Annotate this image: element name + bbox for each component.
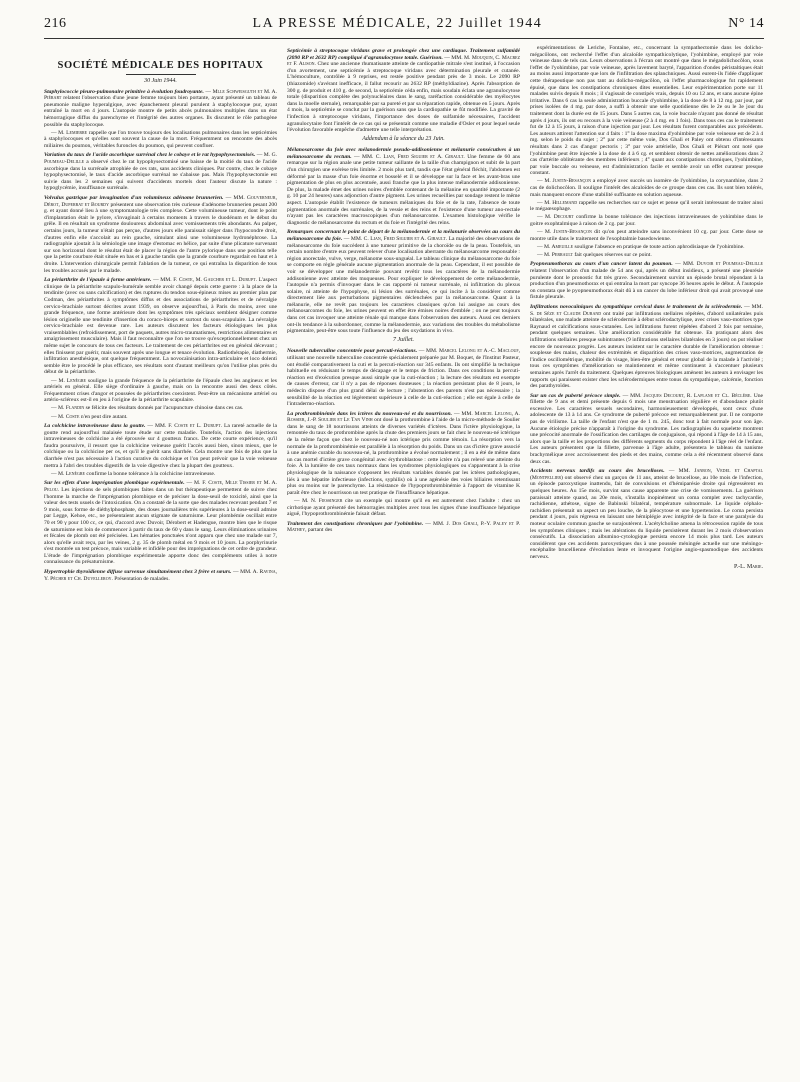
abstract-authors: — MM. M. Mouquin, C. Macrez et F. Alison.	[287, 54, 520, 68]
abstract-title: Sur un cas de puberté précoce simple.	[530, 392, 621, 399]
abstract-authors: — M. Decourt	[537, 214, 574, 221]
abstract-paragraph	[530, 304, 763, 390]
abstract-body: relatent l'observation d'un malade de 54 ans qui, après un début insidieux, a présenté une pleurésie purulente dont le pronostic fut très grave. Secondairement survint un épisode brutal répondant à la production d'un pneumothorax et qui entraîna la mort par syncope 36 heures après le début. À l'autopsie on constata que le pyopneumothorax était dû à un cancer du lobe inférieur droit qui avait provoqué une fistule pleurale.	[530, 268, 763, 301]
section-rule	[126, 74, 196, 75]
abstract-paragraph	[44, 405, 277, 412]
abstract-title: La prothrombinémie dans les ictères du nouveau-né et du nourrisson.	[287, 410, 453, 417]
abstract-body: souligne l'absence en pratique de toute action aphrodisiaque de l'yohimbine.	[574, 243, 745, 250]
abstract-authors: — M. Lenègre	[51, 470, 85, 477]
abstract-paragraph	[44, 195, 277, 274]
abstract-paragraph	[530, 393, 763, 466]
abstract-paragraph	[287, 147, 520, 226]
abstract-body: a observé chez le rat hypophysectomisé une baisse de la moitié du taux de l'acide ascorbique dans la surrénale atrophiée de ces rats, sans accidents cliniques. Par contre, chez le cobaye hypophysectomisé, le taux d'acide ascorbique surrénal ne s'abaisse pas. Mais l'hypophysectomie est suivie dans les 2 semaines qui suivent d'accidents mortels dont l'auteur discute la nature : hypoglycémie, insuffisance surrénale.	[44, 159, 277, 192]
abstract-authors: — MM. Gouverneur, Dérot, Duperrat et Bourdy	[44, 195, 277, 208]
abstract-authors: — MM. F. Coste, M. Gaucher et L. Durupt.	[153, 277, 258, 284]
column-1-body	[44, 89, 277, 583]
column-2-body	[287, 48, 520, 534]
abstract-body: présentent une observation très curieuse d'adénome brunnerien pesant 200 g. et ayant donné lieu à une symptomatologie très complexe. Cette volumineuse tumeur, dont le point d'implantation était le pylore, s'invaginait à certains moments à travers le duodénum et le début du grêle. Il en résultait un syndrome douloureux abdominal avec vomissements très abondants. Au palper, certains jours, la tumeur n'était pas perçue, d'autres jours elle paraissait siéger dans l'hypocondre droit, d'autres enfin elle s'accolait au rein gauche, simulant ainsi une volumineuse hydronéphrose. La radiographie ajoutait à la sémiologie une image d'estomac en hélice, par suite d'une plicature survenant sur son horizontal dont le résultat était de placer la région de l'antre pylorique dans une position telle que la petite courbure était située en bas et à gauche tandis que la grande courbure regardait en haut et à droite. L'intervention chirurgicale permit l'ablation de la tumeur, ce qui entraîna la disparition de tous les troubles accusés par le malade.	[44, 201, 277, 274]
abstract-paragraph	[44, 423, 277, 469]
abstract-authors: — M. Justin-Besançon	[537, 229, 592, 236]
abstract-body: relatent l'observation d'une jeune femme toujours bien portante, ayant présenté un tableau de pneumonie maligne hyperalgique, avec épanchement pleural purulent à staphylocoque pur, ayant entraîné la mort en 4 jours. L'autopsie montre de petits abcès pulmonaires multiples dans un état hémorragique diffus du parenchyme et l'intégrité des autres organes. Ils discutent le rôle pathogène possible du staphylocoque.	[44, 95, 277, 128]
abstract-authors: — MM. Janbon, Vedel et Chaptal (Montpellier)	[530, 468, 763, 481]
abstract-authors: — M. G. Poumeau-Delille	[44, 152, 277, 166]
abstract-authors: — M. N. Fiessinger	[294, 497, 343, 504]
abstract-title: Sur les effets d'une imprégnation plombique expérimentale.	[44, 480, 185, 487]
abstract-body: expérimentations de Leriche, Fontaine, etc., concernant la sympathectomie dans les dolicho-mégacôlons, ont recherché l'effet d'un alcaloïde sympathicolytique, l'yohimbine, employé par voie veineuse dans de tels cas. Leurs observations à l'écran ont montré que dans le mégadolichocôlon, sous l'effet de l'yohimbine, par voie veineuse, après lavement baryté, l'apparition d'ondes péristaltiques était au moins aussi importante que lors de l'infiltration des splanchniques. Aussi eurent-ils l'idée d'appliquer cette thérapeutique non pas tant au dolicho-mégacôlon, où l'effet pharmacologique fut rapidement épuisé, que dans les constipations chroniques dites essentielles. Leur expérimentation porte sur 11 malades suivis depuis 8 mois ; il s'agissait de constipés vrais, depuis 10 ou 12 ans, et sans aucune épine irritative. Dans 6 cas la seule administration buccale d'yohimbine, à la dose de 8 à 12 mg. par jour, par prises isolées de 4 mg. par dose, a suffi à obtenir une selle quotidienne dès le 2e ou le 3e jour du traitement dont la durée est de 15 jours. Dans 5 autres cas, la voie buccale n'ayant pas donné de résultat après 4 jours, ils ont eu recours à la voie veineuse (2 à 4 mg. en 1 fois). Dans tous ces cas le traitement fut de 12 à 15 jours, à raison d'une injection par jour. Les résultats furent comparables aux précédents. Les auteurs attirent l'attention sur 4 faits : 1° la dose maxima d'yohimbine par voie veineuse est de 2 à 4 mg. selon le poids du sujet ; 2° par cette même voie, Dos Ghali et Paley ont obtenu d'intéressants résultats dans 2 cas d'angor pectoris ; 3° par voie artérielle, Dos Ghali et Piérart ont noté que l'yohimbine peut être injectée à la dose de 4 à 6 cg. et semblent obtenir de nettes améliorations dans 2 cas d'artérite oblitérante des membres inférieurs ; 4° quant aux constipations chroniques, l'yohimbine, par voie buccale ou veineuse, est d'administration facile et semble avoir un effet curateur presque constant.	[530, 45, 763, 177]
abstract-paragraph	[530, 229, 763, 242]
abstract-authors: — M. Lenègre	[51, 377, 86, 384]
abstract-authors: — MM. F. Coste et L. Durupt.	[147, 423, 222, 430]
abstract-body: confirme la bonne tolérance des injections intraveineuses de yohimbine dans le goitre exophtalmique à raison de 2 cg. par jour.	[530, 214, 763, 227]
abstract-body: ont observé chez un garçon de 11 ans, atteint de brucellose, au 10e mois de l'infection, un épisode paroxystique inattendu, fait de convulsions et d'hémiparésie droite qui régressèrent en quelques heures. Au 15e mois, survint sans cause apparente une crise de vomissements. La guérison paraissait atteinte quand, au 20e mois, s'installa inopinément un coma complet avec tachycardie, rachidienne, athétose, signe de Babinski bilatéral, température subnormale. Le liquide céphalo-rachidien présentait un aspect un peu louche, de la pléocytose et une hypertension. Le coma persista pendant 4 jours, puis régressa en laissant une hémiplégie avec intégrité de la face et une paralysie du moteur oculaire commun gauche se surajoutèrent. L'acétylcholine amena la rétrocession rapide de tous les symptômes cliniques ; mais les altérations du liquide persistèrent durant les 2 mois d'observation consécutifs. La dissociation albumino-cytologique persista encore 14 mois plus tard. Les auteurs considèrent que ces accidents paroxystiques dus à une poussée méningée actuelle sur une méningo-encéphalite brucellienne d'évolution lente et invoquent l'origine angio-spasmodique des accidents nerveux.	[530, 474, 763, 560]
page-number: 216	[44, 16, 67, 31]
abstract-body: La majorité des observations de mélanosarcome du foie succèdent à une tumeur primitive de la choroïde ou de la peau. Toutefois, un certain nombre d'entre eux peuvent relever d'une localisation aberrante du mélanosarcome responsable : région anorectale, vulve, verge, mélanome sous-unguéal. Le tableau clinique du mélanosarcome du foie se comporte en règle générale aucune pigmentation anormale de la peau. Cependant, il est possible de voir se développer une mélanodermie pouvant revêtir tous les caractères de la mélanodermie addisonienne avec atteinte des muqueuses. Pour expliquer le développement de cette mélanodermie, l'autopsie n'a permis d'invoquer dans le cas rapporté ni tumeur surrénale, ni infiltration du plexus solaire, ni atteinte de l'hypophyse, ni lésion des surrénales, ce qui incite à la considérer comme directement liée aux perturbations pigmentaires déclenchées par la mélanosarcome. Quant à la mélanurie, elle ne revêt pas toujours les caractères classiques qu'on lui assigne au cours des mélanosarcomes du foie, les urines peuvent en effet être émises noires d'emblée ; on ne peut toujours dans cet cas invoquer une atteinte rénale qui manque dans l'observation des auteurs. Aussi ces derniers ont-ils tendance à la subordonner, comme la mélanodermie, aux variations des troubles du métabolisme pigmentaire, peut-être sous toute l'influence du jeu des oxydations in vivo.	[287, 235, 520, 335]
abstract-title: La colchicine intraveineuse dans la goutte.	[44, 423, 146, 430]
abstract-title: Variation du taux de l'acide ascorbique surrénal chez le cobaye et le rat hypophysectomisés.	[44, 152, 256, 159]
abstract-body: rappelle que l'on trouve toujours des localisations pulmonaires dans les septicémies à staphylocoques et qu'elles sont souvent la cause de la mort. Fréquemment on rencontre des abcès miliaires du poumon, véritables furoncles du poumon, qui peuvent confluer.	[44, 129, 277, 149]
abstract-paragraph	[530, 45, 763, 177]
abstract-authors: — M. Ameuille	[537, 243, 574, 250]
abstract-body: cite un exemple qui montre qu'il en est autrement chez l'adulte : chez un cirrhotique ayant présenté des hémorragies multiples avec tous les signes d'une insuffisance hépatique aiguë, l'hypoprothrombinémie faisait défaut.	[287, 497, 520, 518]
abstract-paragraph	[530, 200, 763, 213]
abstract-paragraph	[44, 471, 277, 478]
abstract-paragraph	[530, 252, 763, 259]
text-columns	[44, 45, 764, 1075]
abstract-body: se félicite des résultats donnés par l'acupuncture chinoise dans ces cas.	[85, 405, 244, 412]
abstract-paragraph	[530, 468, 763, 560]
abstract-paragraph	[287, 521, 520, 534]
abstract-body: ont traité par infiltrations stellaires répétées, d'abord unilatérales puis bilatérales, une malade atteinte de sclérodermie à début sclérodactylique, avec crises vaso-motrices type Raynaud et calcifications sous-cutanées. Les infiltrations furent répétées d'abord 2 fois par semaine, pendant quelques semaines. Une amélioration considérable fut obtenue. En pratiquant alors des infiltrations stellaires presque subintrantes (9 infiltrations stellaires bilatérales en 3 jours) on put réaliser encore de nouveaux progrès. Les auteurs insistent sur le caractère durable de l'amélioration obtenue : souplesse des mains, chaleur des extrémités et disparition des crises vaso-motrices, augmentation de l'indice oscillométrique, mobilité du visage, bien-être général et retour global de la malade à l'activité ; tous ces symptômes d'amélioration se maintiennent et même continuent à s'accentuer plusieurs semaines après l'arrêt du traitement. Quelques épreuves biologiques amènent les auteurs à envisager les rapports qui paraissent exister chez les sclérodermiques entre tonus du sympathique, calcémie, fonction des parathyroïdes.	[530, 310, 763, 390]
abstract-authors: — MM. Duvoir et Poumeau-Delille	[675, 261, 763, 268]
abstract-body: Une femme de 60 ans remarque sur la région anale une petite tumeur saillante de la taille d'un champignon et subit de la part d'un chirurgien une exérèse très limitée. 2 mois plus tard, tandis que l'état général fléchit, l'abdomen est déformé par la masse d'un foie énorme et bosselé et il se développe sur la face et les avant-bras une pigmentation de plus en plus accentuée, aussi franche que la plus intense mélanodermie addisonienne. De plus, la malade émet des urines noires d'emblée contenant de la mélanine en quantité importante (2 g. 10 par 24 heures) sans adjonction d'autre pigment. Les urines recueillies par sondage restent le même aspect. L'autopsie établit l'existence de tumeurs mélaniques du foie et de la rate, l'absence de toute pigmentation anormale des surrénales, de la vessie et des reins et l'existence d'une tumeur ano-rectale n'ayant pas les caractères macroscopiques d'un mélanosarcome. L'examen histologique vérifie le diagnostic de mélanosarcome du rectum et du foie et l'intégrité des reins.	[287, 153, 520, 226]
abstract-paragraph	[44, 378, 277, 404]
abstract-body: confirme la bonne tolérance à la colchicine intraveineuse.	[86, 470, 216, 477]
abstract-title: Septicémie à streptocoque viridans grave et prolongée chez une cardiaque. Traitement sulfamidé (2090 RP et 2632 RP) compliqué d'agranulocytose totale. Guérison.	[287, 48, 520, 61]
running-head	[44, 16, 764, 39]
journal-title: LA PRESSE MÉDICALE, 22 Juillet 1944	[252, 16, 543, 31]
abstract-paragraph	[44, 480, 277, 566]
abstract-body: utilisant une nouvelle tuberculine concentrée spécialement préparée par M. Boquet, de l'Institut Pasteur, ont étudié comparativement la cuti et la percuti-réaction sur 345 enfants. Ils ont simplifié la technique habituelle en réduisant le temps de décapage et le temps de friction. Dans ces conditions la percuti-réaction est d'exécution presque aussi simple que la cuti-réaction ; la lecture des résultats est exempte de causes d'erreur, car il n'y a pas de réponses douteuses ; la réaction persistant plus de 8 jours, le médecin dispose d'un plus grand délai de lecture ; l'abstention des parents n'est pas nécessaire ; la sensibilité de la réaction est légèrement supérieure à celle de la cuti-réaction ; elle est égale à celle de l'intradermo-réaction.	[287, 354, 520, 408]
abstract-paragraph	[530, 214, 763, 227]
abstract-paragraph	[287, 348, 520, 407]
abstract-authors: — M. Flandin	[51, 405, 85, 412]
abstract-authors: — M. Hillemand	[537, 199, 578, 206]
issue-number: N° 14	[728, 16, 764, 31]
abstract-paragraph	[44, 152, 277, 192]
abstract-paragraph	[44, 130, 277, 150]
abstract-title: Volvulus gastrique par invagination d'un volumineux adénome brunnerien.	[44, 195, 224, 201]
abstract-paragraph	[44, 277, 277, 376]
abstract-paragraph	[287, 498, 520, 518]
abstract-title: Nouvelle tuberculine concentrée pour percuti-réactions.	[287, 348, 418, 355]
abstract-title: Traitement des constipations chroniques par l'yohimbine.	[287, 520, 424, 527]
abstract-body: rappelle ses recherches sur ce sujet et pense qu'il serait intéressant de traiter ainsi le mégaœsophage.	[530, 199, 763, 213]
abstract-title: Hypertrophie thyroïdienne diffuse survenue simultanément chez 3 frère et sœurs.	[44, 569, 232, 576]
abstract-authors: — Mlle Schweisguth et M. A. Piérart	[44, 88, 277, 102]
abstract-paragraph	[530, 244, 763, 251]
session-subheading: Addendum à la séance du 23 Juin.	[362, 136, 445, 143]
abstract-paragraph	[44, 569, 277, 582]
abstract-body: fait quelques réserves sur ce point.	[574, 251, 652, 258]
abstract-authors: — MM. Marcel Lelong et A.-C. Maclouf,	[418, 348, 520, 355]
abstract-authors: — M. F. Coste, Mlle Tissier et M. A. Pelou.	[44, 480, 277, 493]
abstract-body: Chez une ancienne rhumatisante atteinte de cardiopathie mitrale s'est institué, à l'occasion d'un avortement, une septicémie à streptocoque viridans avec détermination pleurale et cutanée. L'hémoculture, contrôlée à 9 reprises, est restée positive pendant près de 3 mois. Le 2090 RP (thiazomide) s'avérant inefficace, il fallut recourir au 2632 RP (méthyldiazine). Après l'absorption de 300 g. de produit et 410 g. de second, la septicémie céda enfin, mais soudain éclata une agranulocytose totale (disparition complète des polynucléaires dans le sang, raréfaction considérable des myélocytes dans la moelle sternale), remarquable par sa pureté et par sa réparation rapide, obtenue en 5 jours. Après 4 mois, la septicémie se conclut par la guérison sans que la cardiopathie se fût modifiée. La gravité de l'infection à streptocoque viridans, l'importance des doses de sulfamide nécessaires, l'accident agranulocytaire font l'intérêt de ce cas qui se présentait comme une maladie d'Osler et pour lequel seule l'évolution favorable empêche d'admettre une telle interprétation.	[287, 61, 520, 134]
abstract-paragraph	[287, 411, 520, 497]
abstract-authors: — MM. Marcel Lelong, A. Rossier, J.-P. Soulier et Le Tan Vinh	[287, 410, 520, 424]
abstract-authors: — MM. J. Dos Ghali, P.-Y. Paley et P. Mathey,	[287, 520, 520, 534]
abstract-authors: — MM. C. Lian, Fred Siguier et A. Girault.	[354, 153, 465, 160]
session-date: 30 Juin 1944.	[144, 78, 177, 84]
signature: P.-L. Marie.	[733, 563, 763, 570]
abstract-paragraph	[530, 178, 763, 198]
abstract-title: Accidents nerveux tardifs au cours des brucelloses.	[530, 468, 665, 475]
abstract-body: L'aspect clinique de la périarthrite scapulo-humérale semble avoir changé depuis cette guerre : à la place de la tendinite (avec ou sans calcification) et des ruptures du tendon sous-épineux mises au premier plan par Codman, des périarthrites à symptômes diffus et des associations de périarthrites et de névralgie cervico-brachiale surtout décrites avant 1939, on observe aujourd'hui, à Paris du moins, avec une grande fréquence, une forme antérieure dont les symptômes très spéciaux semblent désigner comme lésion originelle une tendinite d'insertion du coraco-biceps et surtout du sous-scapulaire. La névralgie cervico-brachiale est devenue rare. Les auteurs discutent les facteurs étiologiques les plus vraisemblables (refroidissement, port de paquets, autres micro-traumatismes, restrictions alimentaires et amaigrissement musculaire). Mais il faut reconnaître que l'on ne trouve qu'exceptionnellement chez un même sujet le concours de tous ces facteurs. Le traitement de ces périarthrites est en général décevant ; elles finissent par guérir, mais souvent après une longue et tenace évolution. Radiothérapie, diathermie, infiltration anesthésique, ont quelque fréquemment. La novocaïnisation intra-articulaire et loco dolenti semble être le procédé le plus efficace, ses résultats sont d'autant meilleurs qu'on l'utilise plus près du début de la périarthrite.	[44, 277, 277, 376]
abstract-body: n'en peut dire autant.	[80, 413, 128, 420]
abstract-body: ont dosé la prothrombine à l'aide de la micro-méthode de Soulier dans le sang de 18 nourrissons atteints de diverses variétés d'ictères. Dans l'ictère physiologique, la remontée du taux de prothrombine après la chute des premiers jours se fait chez le nouveau-né ictérique de la même façon que chez le nouveau-né non ictérique pris comme témoin. La résorption vers la normale de la prothrombinémie est parallèle à la résorption du poids. Dans un cas d'ictère grave associé à une anémie curable du nouveau-né, la prothrombine a évolué normalement ; il en a été de même dans un cas mortel d'ictère grave congénital avec érythroblastose : cette ictère n'a pas relevé une atteinte du foie. À la lumière de ces taux normaux dans les syndromes physiologiques ou s'apparentant à la crise physiologique de la naissance s'opposent les résultats variables donnés par les ictères pathologiques, liés à une hépatite infectieuse (infections, syphilis) où à une agénésie des voies biliaires retentissant plus ou moins sur le parenchyme. La résistance de l'hypoprothrombinémie à l'apport de vitamine K paraît être chez le nourrisson un test pratique de l'insuffisance hépatique.	[287, 417, 520, 496]
column-3	[530, 45, 763, 1075]
abstract-paragraph	[287, 48, 520, 134]
abstract-title: Infiltrations novocaïniques du sympathique cervical dans le traitement de la sclérodermie.	[530, 303, 743, 310]
column-1	[44, 45, 277, 1075]
abstract-title: La périarthrite de l'épaule à forme antérieure.	[44, 277, 152, 284]
column-2	[287, 45, 520, 1075]
abstract-title: Staphylococcie pleuro-pulmonaire primitive à évolution foudroyante.	[44, 88, 204, 95]
abstract-title: Mélanosarcome du foie avec mélanodermie pseudo-addisonienne et mélanurie consécutives à un mélanosarcome du rectum.	[287, 147, 520, 160]
abstract-paragraph	[44, 89, 277, 129]
abstract-body: dit qu'on peut atteindre sans inconvénient 10 cg. par jour. Cette dose se montre utile dans le traitement de l'exophtalmie basedowienne.	[530, 229, 763, 242]
abstract-body: a employé avec succès un isomère de l'yohimbine, la corynanthine, dans 2 cas de dolichocôlon. Il souligne l'intérêt des alcaloïdes de ce groupe dans ces cas. Ils sont bien tolérés, mais manquent encore d'une stabilité suffisante en solution aqueuse.	[530, 178, 763, 198]
column-3-body	[530, 45, 763, 561]
abstract-paragraph	[44, 414, 277, 421]
section-title: SOCIÉTÉ MÉDICALE DES HOPITAUX	[57, 60, 264, 71]
session-subheading: 7 Juillet.	[393, 337, 414, 344]
abstract-body: Présentation de malades.	[114, 575, 170, 582]
abstract-authors: — M. Perrault	[537, 251, 573, 258]
abstract-authors: — MM. A. Ravina, Y. Pécher et Ch. Duvelleroy.	[44, 569, 277, 582]
abstract-title: Remarques concernant le point de départ de la mélanodermie et la mélanurie observées au cours du mélanosarcome du foie.	[287, 229, 520, 242]
abstract-body: souligne la grande fréquence de la périarthrite de l'épaule chez les angineux et les artériels en général. Elle siège d'ordinaire à gauche, mais on la rencontre aussi des deux côtés. Fréquemment crises d'angor et poussées de périarthrites coexistent. Peut-être un mécanisme artériel ou artério-scléreux est-il en jeu à l'origine de la périarthrite scapulaire.	[44, 377, 277, 404]
abstract-authors: — MM. C. Lian, Fred Siguier et A. Girault.	[343, 235, 448, 242]
abstract-paragraph	[530, 261, 763, 301]
abstract-body: Une fillette de 9 ans et demi présente depuis 6 mois une menstruation régulière et d'abondance plutôt excessive. Les caractères sexuels secondaires, harmonieusement développés, sont ceux d'une adolescente de 13 à 14 ans. Ce syndrome de puberté précoce est remarquablement pur. Il ne comporte pas de virilisme. La taille de l'enfant n'est que de 1 m. 245, donc tout à fait normale pour son âge. Aucune étiologie précise n'apparaît à l'origine du syndrome. Les radiographies du squelette montrent une précocité anormale de l'ossification des cartilages de conjugaison, qui répond à l'âge de 14 à 15 ans, alors que la taille et les proportions des différents segments du corps répondent à l'âge réel de l'enfant. Les auteurs présentent que la fillette, parvenue à l'âge adulte, présentera le tableau du nanisme brachymélique avec accroissement des pieds et des mains, comme cela a été récemment observé dans deux cas.	[530, 392, 763, 465]
abstract-authors: — M. Lemierre	[51, 129, 88, 136]
abstract-authors: — MM. Jacques Decourt, R. Laplane et Cl. Béclère.	[622, 392, 752, 399]
abstract-authors: — M. Justin-Besançon	[537, 178, 591, 185]
abstract-body: partant des	[307, 527, 333, 534]
abstract-authors: — M. Coste	[51, 413, 80, 420]
abstract-title: Pyopneumothorax au cours d'un cancer latent du poumon.	[530, 261, 673, 268]
abstract-authors: — MM. S. de Sèze et Claude Durand	[530, 303, 763, 317]
abstract-body: La rareté actuelle de la goutte rend aujourd'hui malaisée toute étude sur cette maladie. Toutefois, l'action des injections intraveineuses de colchicine a été éprouvée sur 4 goutteux francs. De cette courte expérience, qu'il faudra poursuivre, il ressort que la colchicine veineuse guérit l'accès aussi bien, sinon mieux, que le colchique ou la colchicine per os, et qu'il le guérit sans diarrhée. Cela montre une fois de plus que la diarrhée n'est pas nécessaire à l'action curative du colchique et l'on peut prévoir que la voie veineuse mettra à l'abri des troubles digestifs de la voie digestive chez la plupart des goutteux.	[44, 423, 277, 469]
abstract-body: Les injections de sels plombiques faites dans un but thérapeutique permettent de suivre chez l'homme la marche de l'imprégnation plombique et de préciser la dose-seuil de toxicité, ainsi que la valeur des tests usuels de l'intoxication. On a constaté de la sorte que des malades recevant pendant 7 et 9 mois, sous forme de diéthylphosphate, des doses journalières très supérieures à la dose-seuil admise par Legge, Kehoe, etc., ne présentaient aucun stigmate de saturnisme. Leur plombémie oscillait entre 70 et 90 γ pour 100 cc, ce qui, d'accord avec Duvoir, Dérobert et Hadengue, montre bien que le risque de saturnisme est loin de commencer à partir du taux de 60 γ dans le sang. Leurs éliminations urinaires et fécales de plomb ont été précisées. Les hématies ponctuées n'ont apparu que chez une malade sur 7, alors qu'elle avait reçu, par les veines, 2 g. 35 de plomb métal en 9 mois et 10 jours. La porphyrinurie s'est montrée un test précoce, mais variable et infidèle pour des imprégnations de cet ordre de grandeur. L'étude de l'imprégnation plombique expérimentale apporte donc des compléments utiles à notre connaissance du présaturnisme.	[44, 486, 277, 566]
abstract-paragraph	[287, 229, 520, 335]
